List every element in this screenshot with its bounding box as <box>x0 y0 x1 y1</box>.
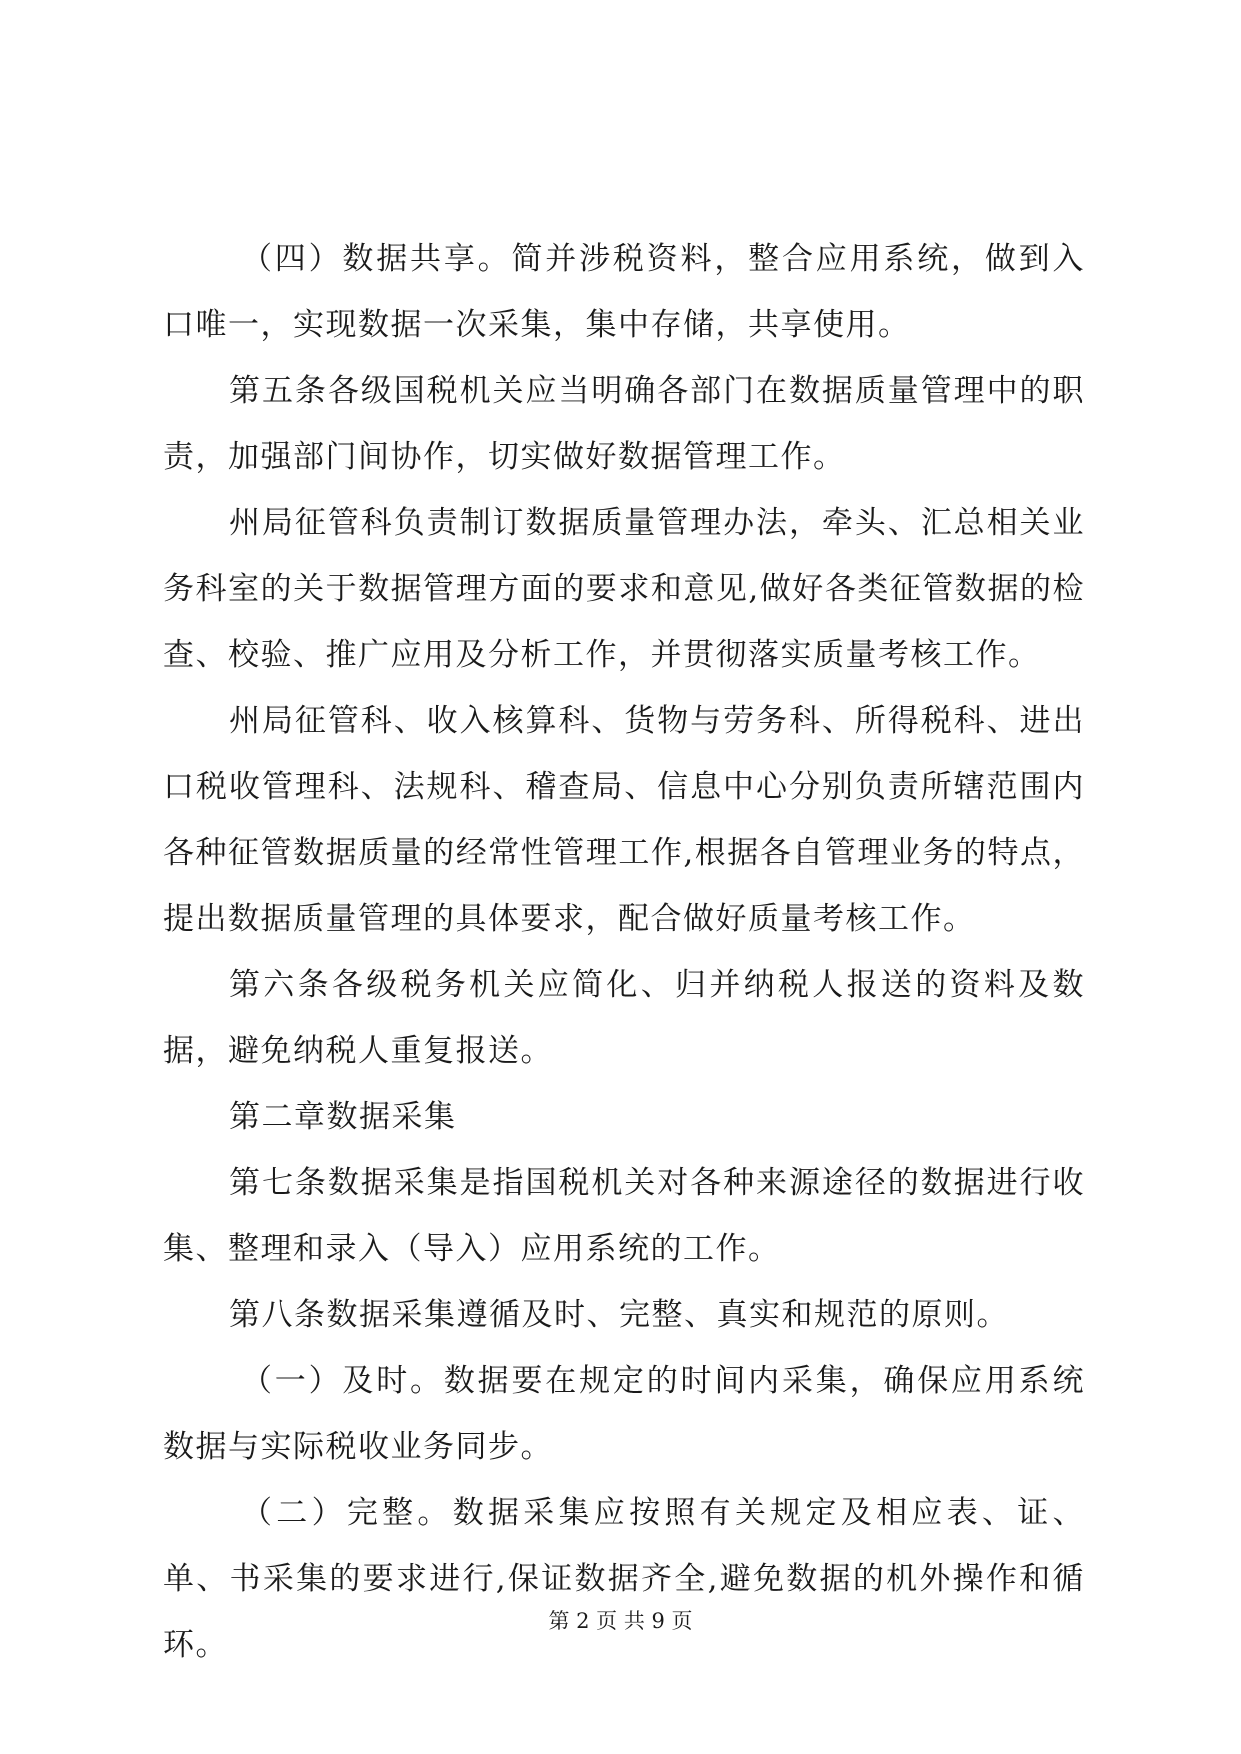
page-footer <box>0 1606 1241 1636</box>
paragraph-complete: （二）完整。数据采集应按照有关规定及相应表、证、单、书采集的要求进行,保证数据齐全,避免数据的机外操作和循环。 <box>163 1495 1085 1663</box>
paragraph-article-8: 第八条数据采集遵循及时、完整、真实和规范的原则。 <box>229 1297 1009 1333</box>
paragraph-zhouju-collection-dept: 州局征管科负责制订数据质量管理办法，牵头、汇总相关业务科室的关于数据管理方面的要求和意见,做好各类征管数据的检查、校验、推广应用及分析工作，并贯彻落实质量考核工作。 <box>163 505 1085 673</box>
paragraph-article-5: 第五条各级国税机关应当明确各部门在数据质量管理中的职责，加强部门间协作，切实做好数据管理工作。 <box>163 373 1085 475</box>
document-body <box>163 226 1085 1678</box>
paragraph-timely: （一）及时。数据要在规定的时间内采集，确保应用系统数据与实际税收业务同步。 <box>163 1363 1085 1465</box>
paragraph-article-7: 第七条数据采集是指国税机关对各种来源途径的数据进行收集、整理和录入（导入）应用系统的工作。 <box>163 1165 1085 1267</box>
paragraph-article-6: 第六条各级税务机关应简化、归并纳税人报送的资料及数据，避免纳税人重复报送。 <box>163 967 1085 1069</box>
page-number-label: 第 2 页 共 9 页 <box>548 1609 693 1633</box>
paragraph-data-sharing: （四）数据共享。简并涉税资料，整合应用系统，做到入口唯一，实现数据一次采集，集中存储，共享使用。 <box>163 241 1085 343</box>
paragraph-department-duties: 州局征管科、收入核算科、货物与劳务科、所得税科、进出口税收管理科、法规科、稽查局、信息中心分别负责所辖范围内各种征管数据质量的经常性管理工作,根据各自管理业务的特点，提出数据质量管理的具体要求，配合做好质量考核工作。 <box>163 703 1085 937</box>
chapter-heading-data-collection: 第二章数据采集 <box>229 1099 457 1135</box>
